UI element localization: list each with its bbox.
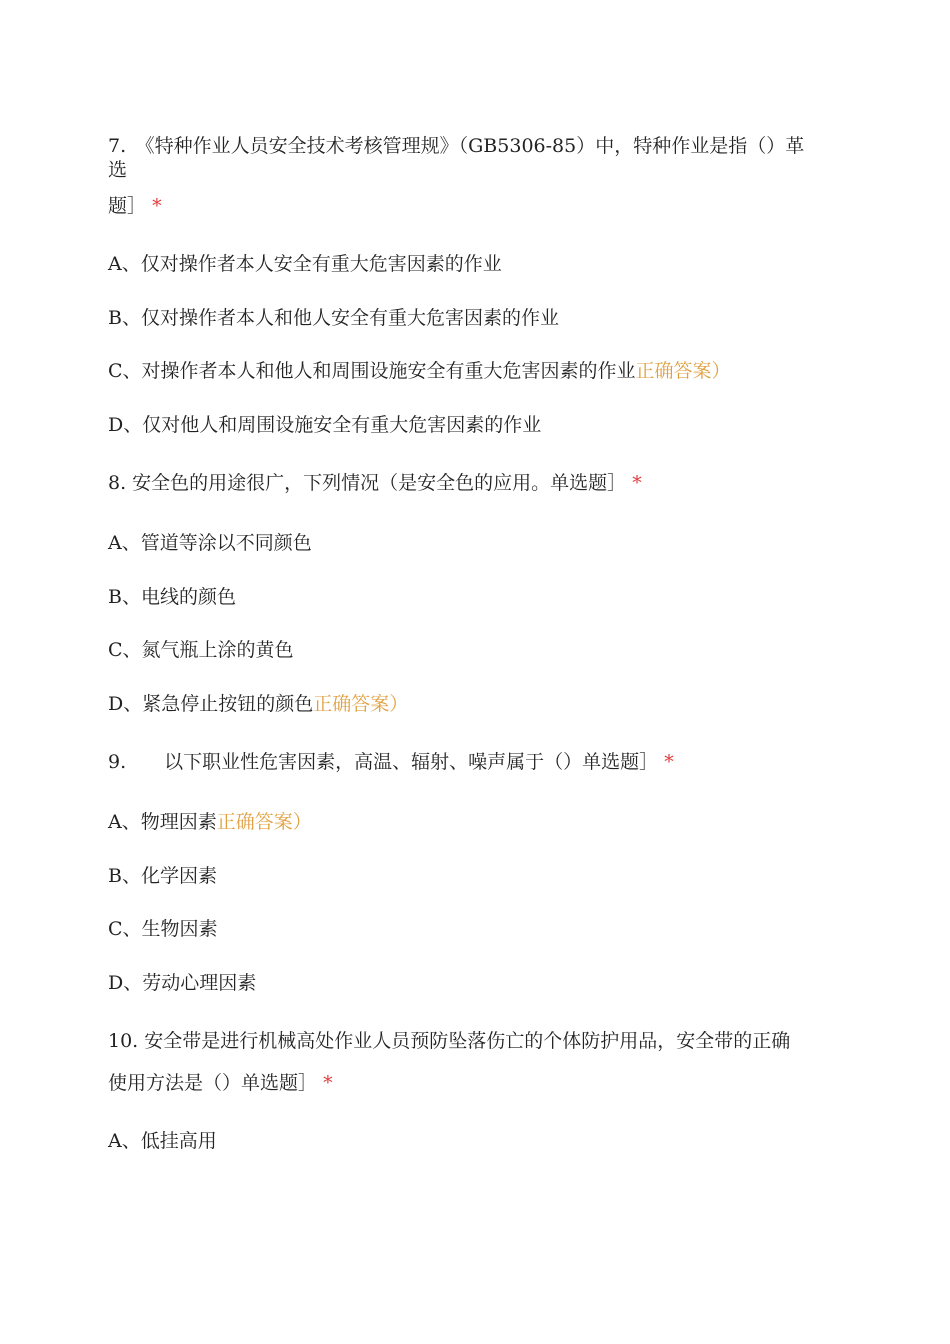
question-7-option-d[interactable]: D、仅对他人和周围设施安全有重大危害因素的作业 [108, 414, 542, 436]
correct-answer-mark: 正确答案） [635, 360, 731, 382]
correct-answer-mark: 正确答案） [216, 811, 312, 833]
required-star: * [152, 195, 162, 217]
question-8-option-d[interactable]: D、紧急停止按钮的颜色正确答案） [108, 693, 409, 715]
question-7-title-line-2: 选 [108, 159, 128, 181]
question-8-title: 8. 安全色的用途很广，下列情况（是安全色的应用。单选题］ * [108, 472, 642, 494]
required-star: * [632, 472, 642, 494]
question-7-option-a[interactable]: A、仅对操作者本人安全有重大危害因素的作业 [108, 253, 502, 275]
question-9-title: 9. 以下职业性危害因素，高温、辐射、噪声属于（）单选题］ * [108, 751, 674, 773]
question-10-title-line-2: 使用方法是（）单选题］ * [108, 1072, 333, 1094]
question-7-title-line-1: 7. 《特种作业人员安全技术考核管理规》（GB5306-85）中，特种作业是指（）革 [108, 135, 805, 157]
question-7-option-c[interactable]: C、对操作者本人和他人和周围设施安全有重大危害因素的作业正确答案） [108, 360, 731, 382]
question-7-title-line-3: 题］ * [108, 195, 162, 217]
question-10-title-line-1: 10. 安全带是进行机械高处作业人员预防坠落伤亡的个体防护用品，安全带的正确 [108, 1030, 791, 1052]
question-8-option-a[interactable]: A、管道等涂以不同颜色 [108, 532, 312, 554]
required-star: * [323, 1072, 333, 1094]
required-star: * [664, 751, 674, 773]
question-8-option-c[interactable]: C、氮气瓶上涂的黄色 [108, 639, 294, 661]
question-9-option-b[interactable]: B、化学因素 [108, 865, 217, 887]
question-9-option-a[interactable]: A、物理因素正确答案） [108, 811, 312, 833]
question-9-option-c[interactable]: C、生物因素 [108, 918, 218, 940]
question-8-option-b[interactable]: B、电线的颜色 [108, 586, 236, 608]
question-7-option-b[interactable]: B、仅对操作者本人和他人安全有重大危害因素的作业 [108, 307, 559, 329]
correct-answer-mark: 正确答案） [313, 693, 409, 715]
question-9-option-d[interactable]: D、劳动心理因素 [108, 972, 257, 994]
question-10-option-a[interactable]: A、低挂高用 [108, 1130, 217, 1152]
